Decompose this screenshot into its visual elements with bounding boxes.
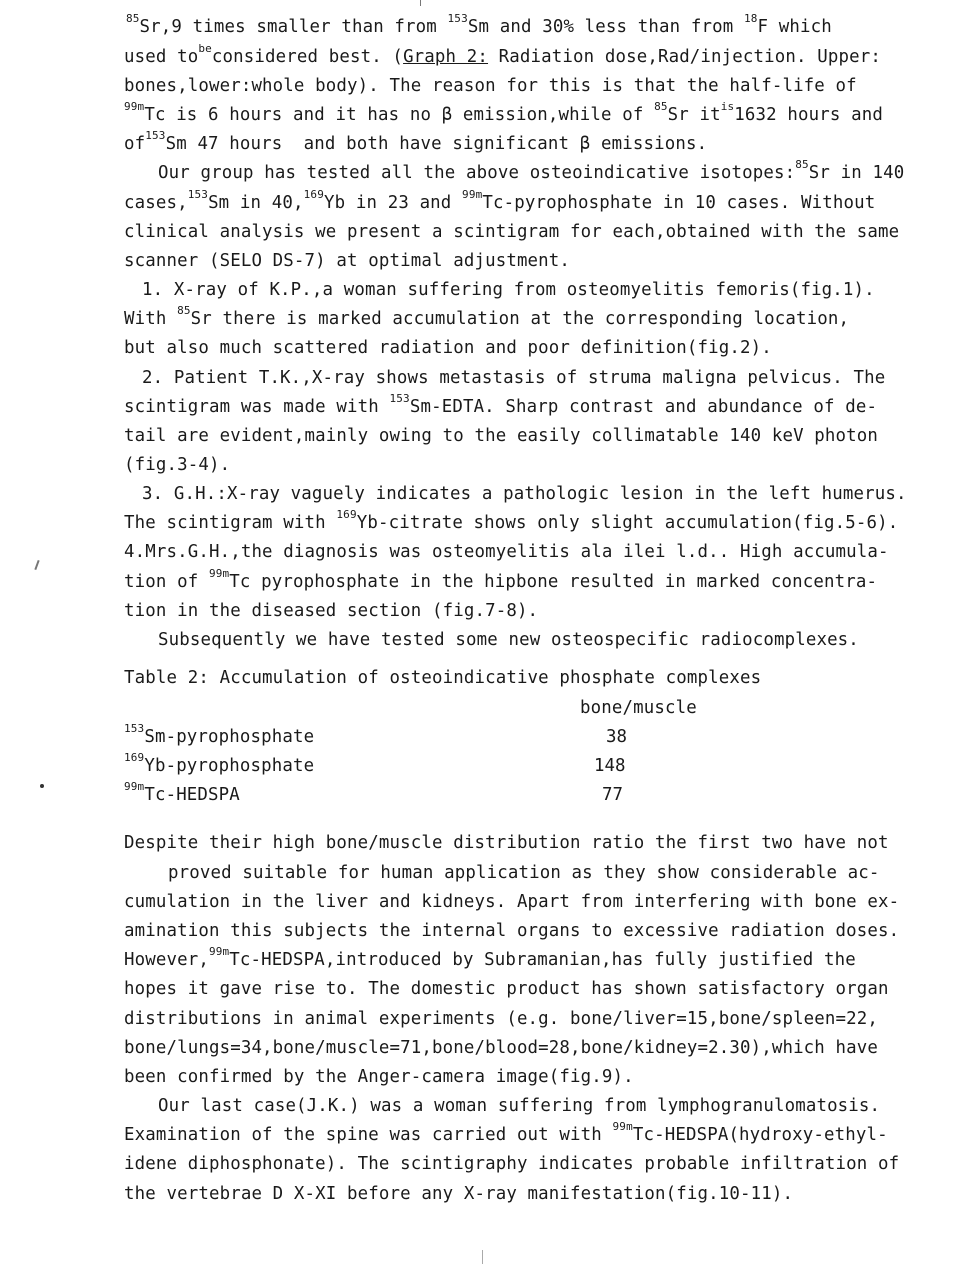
margin-scan-mark <box>482 1250 483 1264</box>
rule-mark-top <box>420 0 421 6</box>
text-line-11: With $^{85}$Sr there is marked accumulation at the corresponding location, <box>124 304 850 329</box>
text-line-18: The scintigram with $^{169}$Yb-citrate shows only slight accumulation(fig.5-6). <box>124 508 899 533</box>
text-line-10: 1. X-ray of K.P.,a woman suffering from osteomyelitis femoris(fig.1). <box>142 280 875 300</box>
table-row: $^{169}$Yb-pyrophosphate <box>124 751 315 776</box>
text-line-1: $^{85}$Sr,9 times smaller than from $^{153}$Sm and 30% less than from $^{18}$F which <box>126 12 832 37</box>
text-line-8: clinical analysis we present a scintigram for each,obtained with the same <box>124 222 900 242</box>
text-line-33: Examination of the spine was carried out with $^{99m}$Tc-HEDSPA(hydroxy-ethyl- <box>124 1120 888 1145</box>
text-line-7: cases,$^{153}$Sm in 40,$^{169}$Yb in 23 and $^{99m}$Tc-pyrophosphate in 10 cases. Without <box>124 188 876 213</box>
text-line-27: However,$^{99m}$Tc-HEDSPA,introduced by Subramanian,has fully justified the <box>124 945 856 970</box>
text-line-3: bones,lower:whole body). The reason for this is that the half-life of <box>124 76 857 96</box>
table-column-header: bone/muscle <box>580 698 697 718</box>
table-row: $^{99m}$Tc-HEDSPA <box>124 780 240 805</box>
handwritten-insertion: be <box>198 42 212 56</box>
margin-scan-mark <box>40 784 44 788</box>
table-cell-value: 148 <box>594 756 626 776</box>
text-line-13: 2. Patient T.K.,X-ray shows metastasis of struma maligna pelvicus. The <box>142 368 886 388</box>
text-line-30: bone/lungs=34,bone/muscle=71,bone/blood=28,bone/kidney=2.30),which have <box>124 1038 879 1058</box>
text-line-23: Despite their high bone/muscle distribution ratio the first two have not <box>124 833 889 853</box>
text-line-4: $^{99m}$Tc is 6 hours and it has no β emission,while of $^{85}$Sr $it^{is}1632$ hours and <box>124 100 883 125</box>
text-line-26: amination this subjects the internal organs to excessive radiation doses. <box>124 921 900 941</box>
text-line-17: 3. G.H.:X-ray vaguely indicates a pathologic lesion in the left humerus. <box>142 484 907 504</box>
table-caption: Table 2: Accumulation of osteoindicative phosphate complexes <box>124 668 762 688</box>
text-line-19: 4.Mrs.G.H.,the diagnosis was osteomyelitis ala ilei l.d.. High accumula- <box>124 542 889 562</box>
margin-scan-mark <box>34 560 39 570</box>
handwritten-insertion: is <box>720 100 735 114</box>
table-cell-value: 38 <box>606 727 627 747</box>
text-line-34: idene diphosphonate). The scintigraphy indicates probable infiltration of <box>124 1154 900 1174</box>
text-line-31: been confirmed by the Anger-camera image(fig.9). <box>124 1067 634 1087</box>
text-line-6: Our group has tested all the above osteoindicative isotopes:$^{85}$Sr in 140 <box>158 158 905 183</box>
text-line-22: Subsequently we have tested some new osteospecific radiocomplexes. <box>158 630 859 650</box>
text-line-16: (fig.3-4). <box>124 455 231 475</box>
text-line-2: used $to^{be}considered$ best. (Graph 2: Radiation dose,Rad/injection. Upper: <box>124 42 881 67</box>
text-line-12: but also much scattered radiation and poor definition(fig.2). <box>124 338 772 358</box>
table-cell-value: 77 <box>602 785 623 805</box>
table-row: $^{153}$Sm-pyrophosphate <box>124 722 315 747</box>
text-line-5: $of^{153}Sm$ 47 hours and both have significant β emissions. <box>124 129 708 154</box>
graph-reference: Graph 2: <box>403 47 489 67</box>
text-line-32: Our last case(J.K.) was a woman suffering from lymphogranulomatosis. <box>158 1096 881 1116</box>
text-line-29: distributions in animal experiments (e.g. bone/liver=15,bone/spleen=22, <box>124 1009 879 1029</box>
text-line-9: scanner (SELO DS-7) at optimal adjustment. <box>124 251 571 271</box>
text-line-15: tail are evident,mainly owing to the easily collimatable 140 keV photon <box>124 426 879 446</box>
text-line-14: scintigram was made with $^{153}$Sm-EDTA. Sharp contrast and abundance of de- <box>124 392 878 417</box>
text-line-35: the vertebrae D X-XI before any X-ray manifestation(fig.10-11). <box>124 1184 794 1204</box>
text-line-21: tion in the diseased section (fig.7-8). <box>124 601 539 621</box>
text-line-24: proved suitable for human application as they show considerable ac- <box>168 863 880 883</box>
isotope-mass: 85 <box>126 12 140 26</box>
text-line-20: tion of $^{99m}$Tc pyrophosphate in the hipbone resulted in marked concentra- <box>124 567 878 592</box>
text-line-25: cumulation in the liver and kidneys. Apart from interfering with bone ex- <box>124 892 900 912</box>
text-line-28: hopes it gave rise to. The domestic product has shown satisfactory organ <box>124 979 889 999</box>
